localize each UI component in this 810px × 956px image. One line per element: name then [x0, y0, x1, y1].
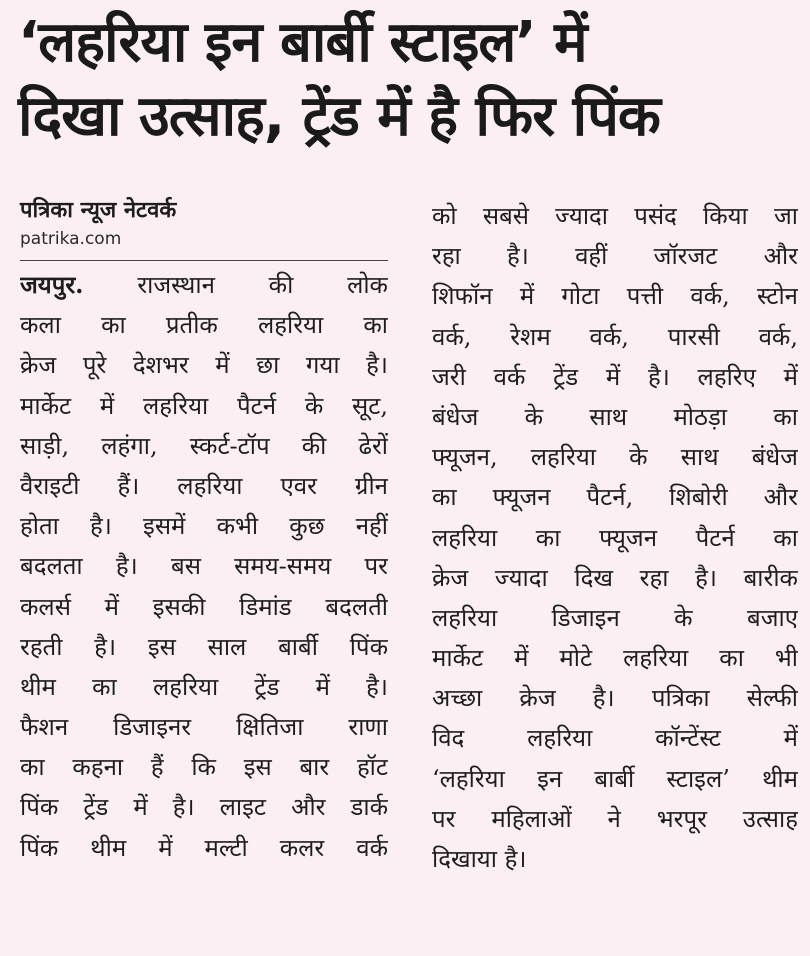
- article-line: लहरिया का फ्यूजन पैटर्न का: [432, 523, 798, 552]
- article-column-left: [20, 196, 388, 868]
- article-line: क्रेज ज्यादा दिख रहा है। बारीक: [432, 563, 798, 592]
- article-line: बंधेज के साथ मोठड़ा का: [432, 402, 798, 431]
- article-line: का फ्यूजन पैटर्न, शिबोरी और: [432, 483, 798, 512]
- article-line: बदलता है। बस समय-समय पर: [20, 552, 388, 581]
- article-line: का कहना हैं कि इस बार हॉट: [20, 753, 388, 782]
- article-line: कला का प्रतीक लहरिया का: [20, 311, 388, 340]
- article-line: वर्क, रेशम वर्क, पारसी वर्क,: [432, 322, 798, 351]
- headline-line-2: दिखा उत्साह, ट्रेंड में है फिर पिंक: [18, 84, 660, 149]
- article-line: फ्यूजन, लहरिया के साथ बंधेज: [432, 443, 798, 472]
- article-line: पिंक ट्रेंड में है। लाइट और डार्क: [20, 793, 388, 822]
- site-name: patrika.com: [20, 229, 122, 249]
- article-line: साड़ी, लहंगा, स्कर्ट-टॉप की ढेरों: [20, 431, 388, 460]
- headline: [18, 6, 804, 154]
- article-line: पिंक थीम में मल्टी कलर वर्क: [20, 833, 388, 862]
- headline-line-1: ‘लहरिया इन बार्बी स्टाइल’ में: [18, 10, 587, 75]
- article-line: शिफॉन में गोटा पत्ती वर्क, स्टोन: [432, 282, 798, 311]
- byline-rule: [20, 260, 388, 261]
- article-line: लहरिया डिजाइन के बजाए: [432, 603, 798, 632]
- article-line: विद लहरिया कॉन्टेंस्ट में: [432, 724, 798, 753]
- article-line: रहती है। इस साल बार्बी पिंक: [20, 632, 388, 661]
- article-line: अच्छा क्रेज है। पत्रिका सेल्फी: [432, 684, 798, 713]
- article-line: मार्केट में लहरिया पैटर्न के सूट,: [20, 391, 388, 420]
- article-line: ‘लहरिया इन बार्बी स्टाइल’ थीम: [432, 764, 798, 793]
- article-line-text: राजस्थान की लोक: [83, 271, 388, 299]
- article-column-right: [432, 196, 798, 879]
- article-line: को सबसे ज्यादा पसंद किया जा: [432, 202, 798, 230]
- article-line: वैराइटी हैं। लहरिया एवर ग्रीन: [20, 471, 388, 500]
- article-line: क्रेज पूरे देशभर में छा गया है।: [20, 351, 388, 380]
- article-line: होता है। इसमें कभी कुछ नहीं: [20, 512, 388, 541]
- dateline: जयपुर.: [20, 270, 84, 299]
- left-column-text: [20, 265, 388, 868]
- article-line: रहा है। वहीं जॉरजट और: [432, 242, 798, 271]
- article-line: फैशन डिजाइनर क्षितिजा राणा: [20, 713, 388, 742]
- article-line: पर महिलाओं ने भरपूर उत्साह: [432, 804, 798, 833]
- article-line: [20, 265, 388, 305]
- article-line: मार्केट में मोटे लहरिया का भी: [432, 644, 798, 673]
- article-line: दिखाया है।: [432, 845, 527, 873]
- article-line: कलर्स में इसकी डिमांड बदलती: [20, 592, 388, 621]
- article-line: थीम का लहरिया ट्रेंड में है।: [20, 672, 388, 701]
- byline: पत्रिका न्यूज नेटवर्क: [20, 198, 177, 223]
- article-line: जरी वर्क ट्रेंड में है। लहरिए में: [432, 362, 798, 391]
